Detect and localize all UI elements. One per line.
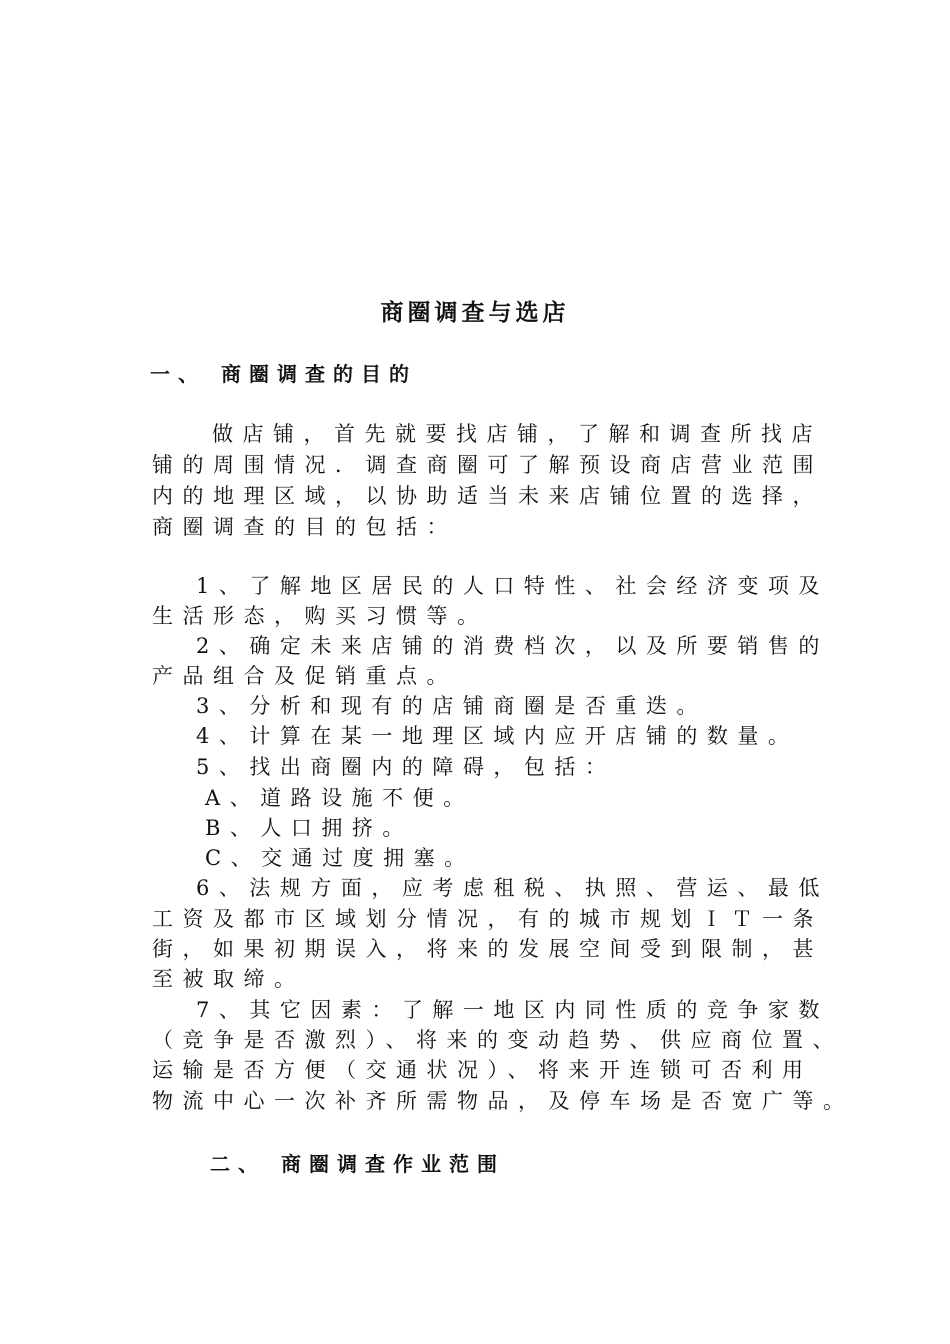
list-item-7d: 物流中心一次补齐所需物品，及停车场是否宽广等。: [152, 1089, 854, 1113]
list-item-2a: 2、确定未来店铺的消费档次，以及所要销售的: [196, 634, 829, 658]
list-subitem-b: B、人口拥挤。: [205, 816, 413, 840]
list-item-7a: 7、其它因素：了解一地区内同性质的竞争家数: [196, 998, 829, 1022]
list-subitem-c: C、交通过度拥塞。: [205, 846, 475, 870]
list-item-6b: 工资及都市区域划分情况，有的城市规划ＩＴ一条: [152, 907, 823, 931]
intro-line-1: 做店铺，首先就要找店铺，了解和调查所找店: [212, 422, 822, 446]
list-item-1b: 生活形态，购买习惯等。: [152, 604, 488, 628]
section-heading-2: 二、 商圈调查作业范围: [210, 1152, 505, 1176]
intro-line-4: 商圈调查的目的包括：: [152, 515, 457, 539]
intro-line-2: 铺的周围情况．调查商圈可了解预设商店营业范围: [152, 453, 823, 477]
page-title: 商圈调查与选店: [380, 300, 570, 326]
list-item-2b: 产品组合及促销重点。: [152, 664, 457, 688]
list-item-4: 4、计算在某一地理区域内应开店铺的数量。: [196, 724, 799, 748]
list-item-6c: 街，如果初期误入，将来的发展空间受到限制，甚: [152, 937, 823, 961]
list-item-7c: 运输是否方便（交通状况）、将来开连锁可否利用: [152, 1058, 813, 1082]
list-item-5: 5、找出商圈内的障碍，包括：: [196, 755, 616, 779]
list-subitem-a: A、道路设施不便。: [205, 786, 474, 810]
list-item-6a: 6、法规方面，应考虑租税、执照、营运、最低: [196, 876, 829, 900]
section-heading-1: 一、 商圈调查的目的: [150, 362, 417, 386]
list-item-6d: 至被取缔。: [152, 967, 305, 991]
list-item-1a: 1、了解地区居民的人口特性、社会经济变项及: [196, 574, 829, 598]
list-item-7b: （竞争是否激烈）、将来的变动趋势、供应商位置、: [152, 1028, 843, 1052]
intro-line-3: 内的地理区域，以协助适当未来店铺位置的选择，: [152, 484, 823, 508]
list-item-3: 3、分析和现有的店铺商圈是否重迭。: [196, 694, 707, 718]
